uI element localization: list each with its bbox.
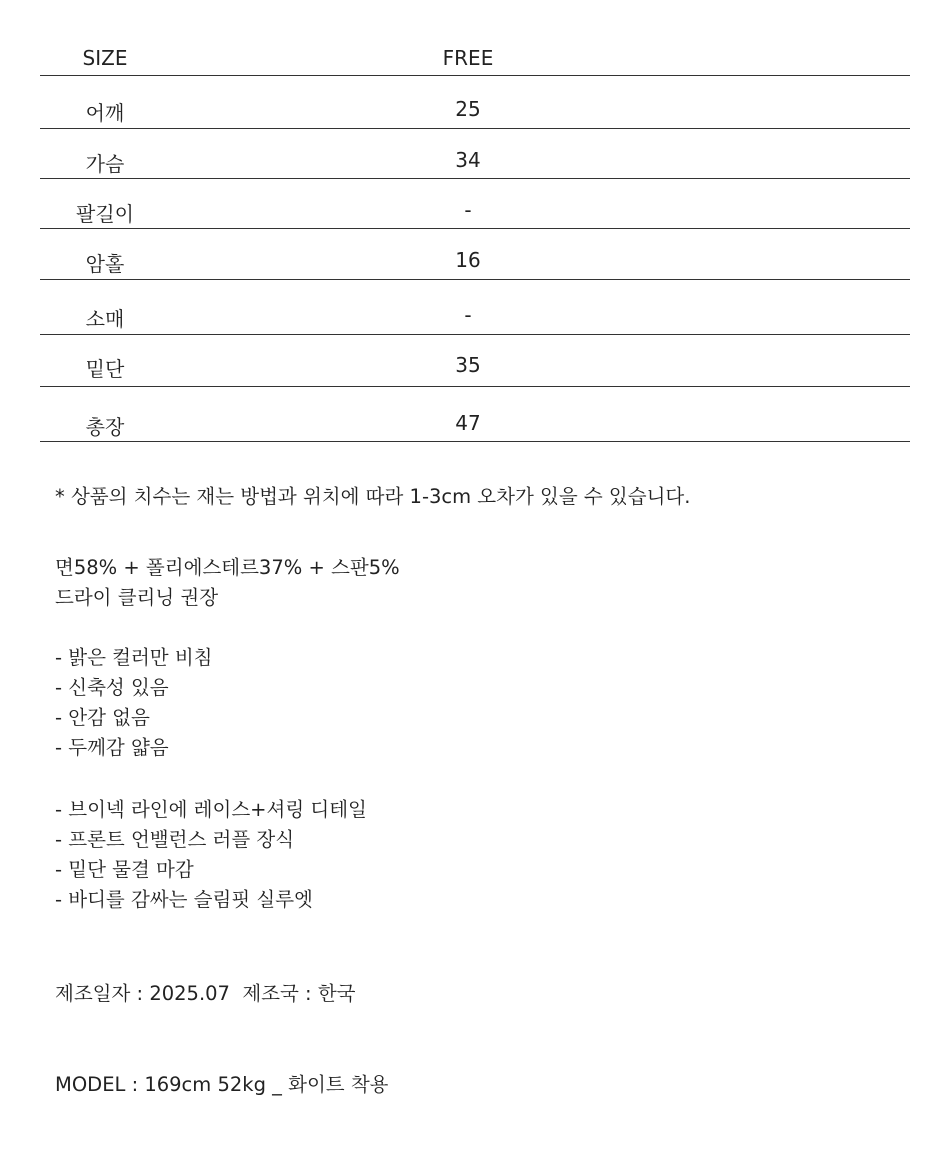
measurement-notice xyxy=(55,482,915,512)
list-item: - 신축성 있음 xyxy=(55,676,169,699)
list-item: - 브이넥 라인에 레이스+셔링 디테일 xyxy=(55,798,367,821)
row-value: 35 xyxy=(455,353,481,377)
list-item: - 안감 없음 xyxy=(55,706,150,729)
fabric-composition: 면58% + 폴리에스테르37% + 스판5% xyxy=(55,556,400,579)
row-label: 총장 xyxy=(85,415,125,439)
row-value: - xyxy=(464,198,472,222)
care-instruction: 드라이 클리닝 권장 xyxy=(55,586,219,609)
list-item: - 밑단 물결 마감 xyxy=(55,858,194,881)
table-row xyxy=(40,335,910,387)
list-item: - 프론트 언밸런스 러플 장식 xyxy=(55,828,295,851)
row-value: - xyxy=(464,303,472,327)
size-table-header xyxy=(40,40,910,76)
table-row xyxy=(40,76,910,129)
table-row xyxy=(40,280,910,335)
fabric-info xyxy=(55,553,915,613)
table-row xyxy=(40,179,910,229)
row-value: 25 xyxy=(455,97,481,121)
model-info xyxy=(55,1070,915,1100)
row-value: 34 xyxy=(455,148,481,172)
row-label: 어깨 xyxy=(85,101,125,125)
feature-list xyxy=(55,643,915,763)
row-label: 소매 xyxy=(85,307,125,331)
size-header-label: SIZE xyxy=(82,46,128,70)
size-table xyxy=(40,40,910,442)
table-row xyxy=(40,129,910,179)
row-label: 가슴 xyxy=(85,152,125,176)
list-item: - 두께감 얇음 xyxy=(55,736,169,759)
row-value: 47 xyxy=(455,411,481,435)
size-header-value: FREE xyxy=(442,46,494,70)
row-label: 팔길이 xyxy=(76,202,134,226)
manufacture-text: 제조일자 : 2025.07 제조국 : 한국 xyxy=(55,982,356,1005)
row-value: 16 xyxy=(455,248,481,272)
table-row xyxy=(40,387,910,442)
table-row xyxy=(40,229,910,280)
manufacture-info xyxy=(55,979,915,1009)
list-item: - 바디를 감싸는 슬림핏 실루엣 xyxy=(55,888,313,911)
model-text: MODEL : 169cm 52kg _ 화이트 착용 xyxy=(55,1073,389,1096)
detail-list xyxy=(55,795,915,915)
row-label: 암홀 xyxy=(85,252,125,276)
list-item: - 밝은 컬러만 비침 xyxy=(55,646,213,669)
row-label: 밑단 xyxy=(85,357,125,381)
notice-text: * 상품의 치수는 재는 방법과 위치에 따라 1-3cm 오차가 있을 수 있습니다. xyxy=(55,485,691,508)
